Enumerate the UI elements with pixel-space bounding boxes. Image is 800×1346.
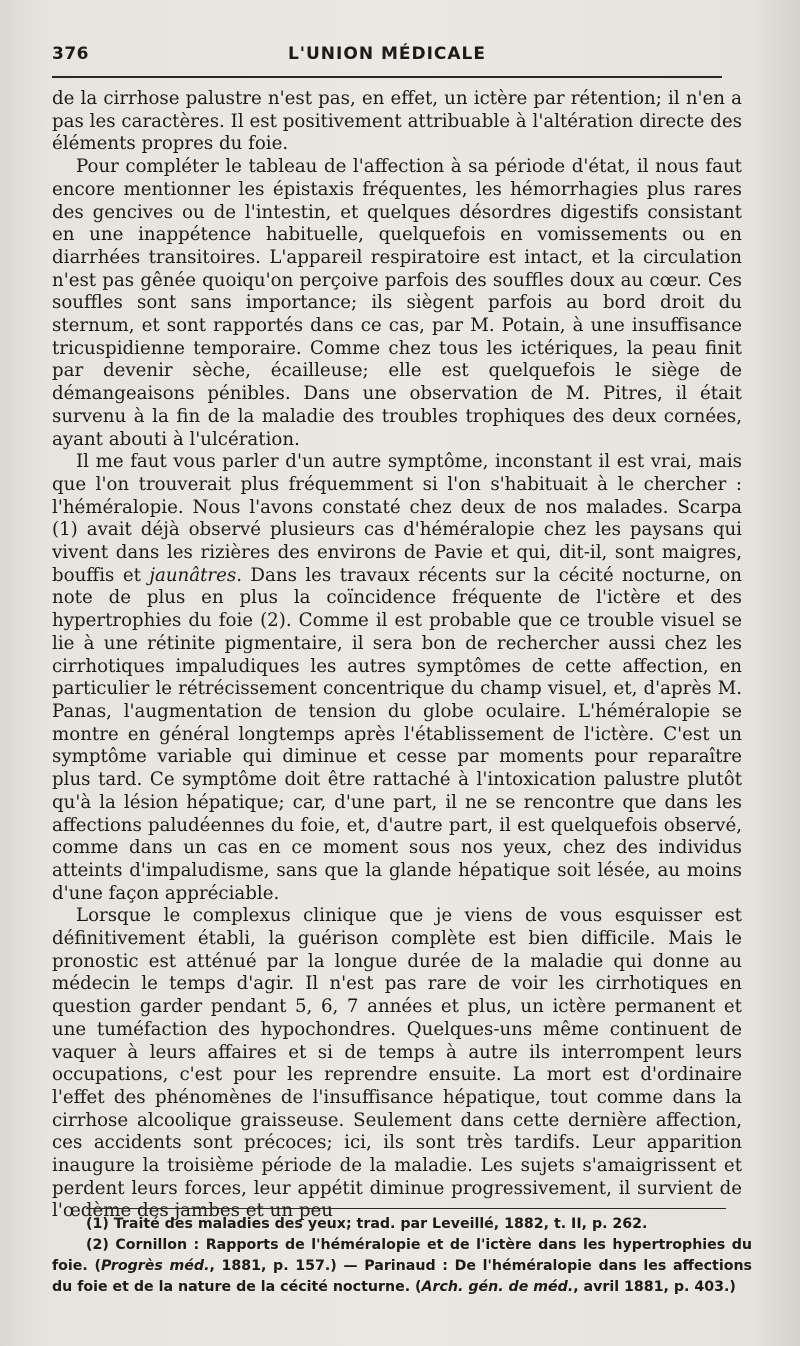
header-rule <box>52 76 722 78</box>
footnote-text: , avril 1881, p. 403.) <box>573 1279 736 1295</box>
footnotes <box>52 1214 752 1298</box>
page-header <box>52 44 722 74</box>
body-text <box>52 88 742 1223</box>
footnote-1: (1) Traité des maladies des yeux; trad. par Leveillé, 1882, t. II, p. 262. <box>86 1216 648 1232</box>
paragraph: de la cirrhose palustre n'est pas, en effet, un ictère par rétention; il n'en a pas les caractères. Il est positivement attribuable à l'altération directe des éléments propres du foie. <box>52 88 742 155</box>
page-number: 376 <box>52 44 89 64</box>
paragraph: Pour compléter le tableau de l'affection à sa période d'état, il nous faut encore mentionner les épistaxis fréquentes, les hémorrhagies plus rares des gencives ou de l'intestin, et quelques désordres digestifs consistant en une inappétence habituelle, quelquefois en vomissements ou en diarrhées transitoires. L'appareil respiratoire est intact, et la circulation n'est pas gênée quoiqu'on perçoive parfois des souffles doux au cœur. Ces souffles sont sans importance; ils siègent parfois au bord droit du sternum, et sont rapportés dans ce cas, par M. Potain, à une insuffisance tricuspidienne temporaire. Comme chez tous les ictériques, la peau finit par devenir sèche, écailleuse; elle est quelquefois le siège de démangeaisons pénibles. Dans une observation de M. Pitres, il était survenu à la fin de la maladie des troubles trophiques des deux cornées, ayant abouti à l'ulcération. <box>52 156 742 450</box>
footnote-2 <box>52 1235 752 1298</box>
paragraph: Lorsque le complexus clinique que je viens de vous esquisser est définitivement établi, la guérison complète est bien difficile. Mais le pronostic est atténué par la longue durée de la maladie qui donne au médecin le temps d'agir. Il n'est pas rare de voir les cirrhotiques en question garder pendant 5, 6, 7 années et plus, un ictère permanent et une tuméfaction des hypochondres. Quelques-uns même continuent de vaquer à leurs affaires et si de temps à autre ils interrompent leurs occupations, c'est pour les reprendre ensuite. La mort est d'ordinaire l'effet des phénomènes de l'insuffisance hépatique, tout comme dans la cirrhose alcoolique graisseuse. Seulement dans cette dernière affection, ces accidents sont précoces; ici, ils sont très tardifs. Leur apparition inaugure la troisième période de la maladie. Les sujets s'amaigrissent et perdent leurs forces, leur appétit diminue progressivement, il survient de l'œdème des jambes et un peu <box>52 905 742 1222</box>
paragraph-text: . Dans les travaux récents sur la cécité nocturne, on note de plus en plus la coïncidence fréquente de l'ictère et des hypertrophies du foie (2). Comme il est probable que ce trouble visuel se lie à une rétinite pigmentaire, il sera bon de rechercher aussi chez les cirrhotiques impaludiques les autres symptômes de cette affection, en particulier le rétrécissement concentrique du champ visuel, et, d'après M. Panas, l'augmentation de tension du globe oculaire. L'héméralopie se montre en général longtemps après l'établissement de l'ictère. C'est un symptôme variable qui diminue et cesse par moments pour reparaître plus tard. Ce symptôme doit être rattaché à l'intoxication palustre plutôt qu'à la lésion hépatique; car, d'une part, il ne se rencontre que dans les affections paludéennes du foie, et, d'autre part, il est quelquefois observé, comme dans un cas en ce moment sous nos yeux, chez des individus atteints d'impaludisme, sans que la glande hépatique soit lésée, au moins d'une façon appréciable. <box>52 564 742 904</box>
footnote-text: (2) Cornillon : Rapports de l'héméralopie et de l'ictère dans les hypertrophies du foie. ( <box>52 1237 752 1274</box>
footnote-text: , 1881, p. 157.) — Parinaud : De l'héméralopie dans les affections du foie et de la nature de la cécité nocturne. ( <box>52 1258 752 1295</box>
paragraph-text: Il me faut vous parler d'un autre symptôme, inconstant il est vrai, mais que l'on trouverait plus fréquemment si l'on s'habituait à le chercher : l'héméralopie. Nous l'avons constaté chez deux de nos malades. Scarpa (1) avait déjà observé plusieurs cas d'héméralopie chez les paysans qui vivent dans les rizières des environs de Pavie et qui, dit-il, sont maigres, bouffis et <box>52 451 742 586</box>
journal-title: Arch. gén. de méd. <box>421 1279 574 1295</box>
footnote-rule <box>86 1208 726 1209</box>
italic-term: jaunâtres <box>149 564 237 586</box>
journal-title: Progrès méd. <box>100 1258 210 1274</box>
paragraph <box>52 451 742 905</box>
running-head: L'UNION MÉDICALE <box>287 44 487 64</box>
